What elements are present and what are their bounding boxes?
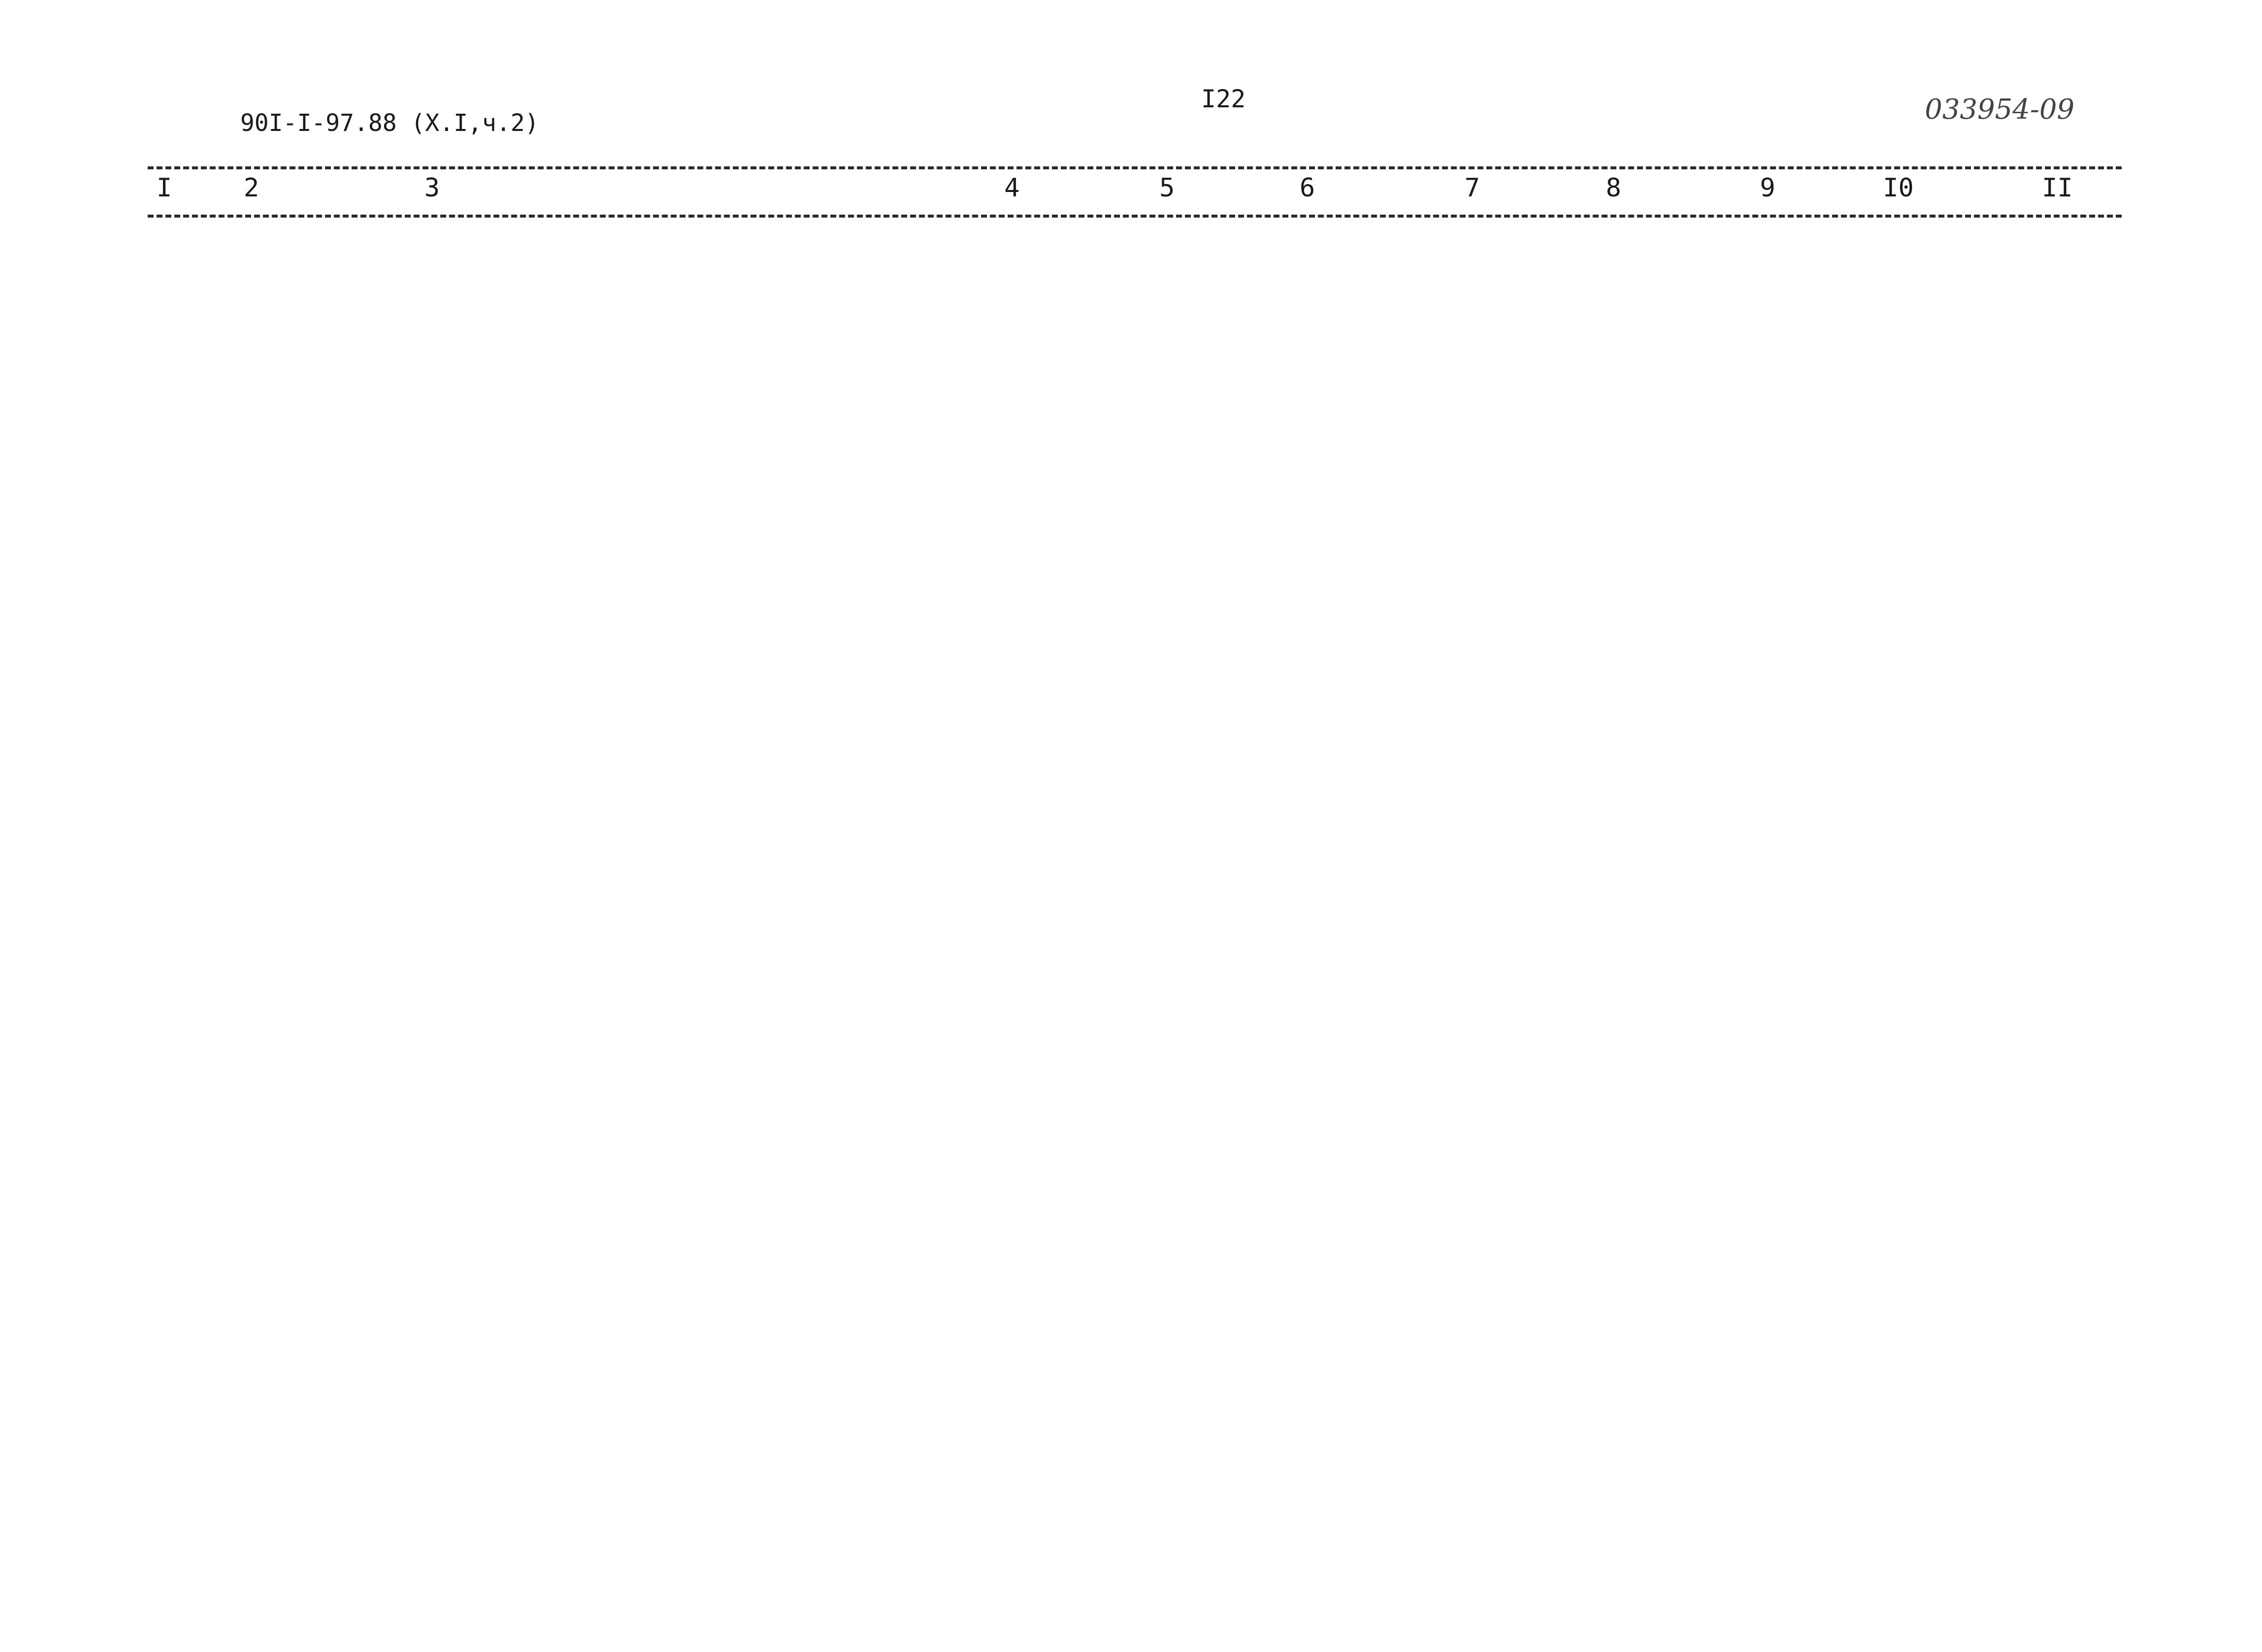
column-header: 2 <box>244 173 259 203</box>
column-header: 9 <box>1760 173 1776 203</box>
column-header: 7 <box>1465 173 1480 203</box>
page-number: I22 <box>1201 85 1246 113</box>
column-header: 3 <box>424 173 440 203</box>
column-header: 5 <box>1159 173 1175 203</box>
column-header: 8 <box>1606 173 1622 203</box>
column-header: 4 <box>1004 173 1020 203</box>
column-header: I <box>157 173 172 203</box>
column-header: II <box>2042 173 2073 203</box>
header-rule-bottom <box>148 215 2122 218</box>
archive-stamp: 033954-09 <box>1925 94 2074 126</box>
column-header: I0 <box>1883 173 1914 203</box>
header-rule-top <box>148 166 2122 169</box>
document-code: 90I-I-97.88 (X.I,ч.2) <box>240 109 539 137</box>
column-header: 6 <box>1300 173 1315 203</box>
